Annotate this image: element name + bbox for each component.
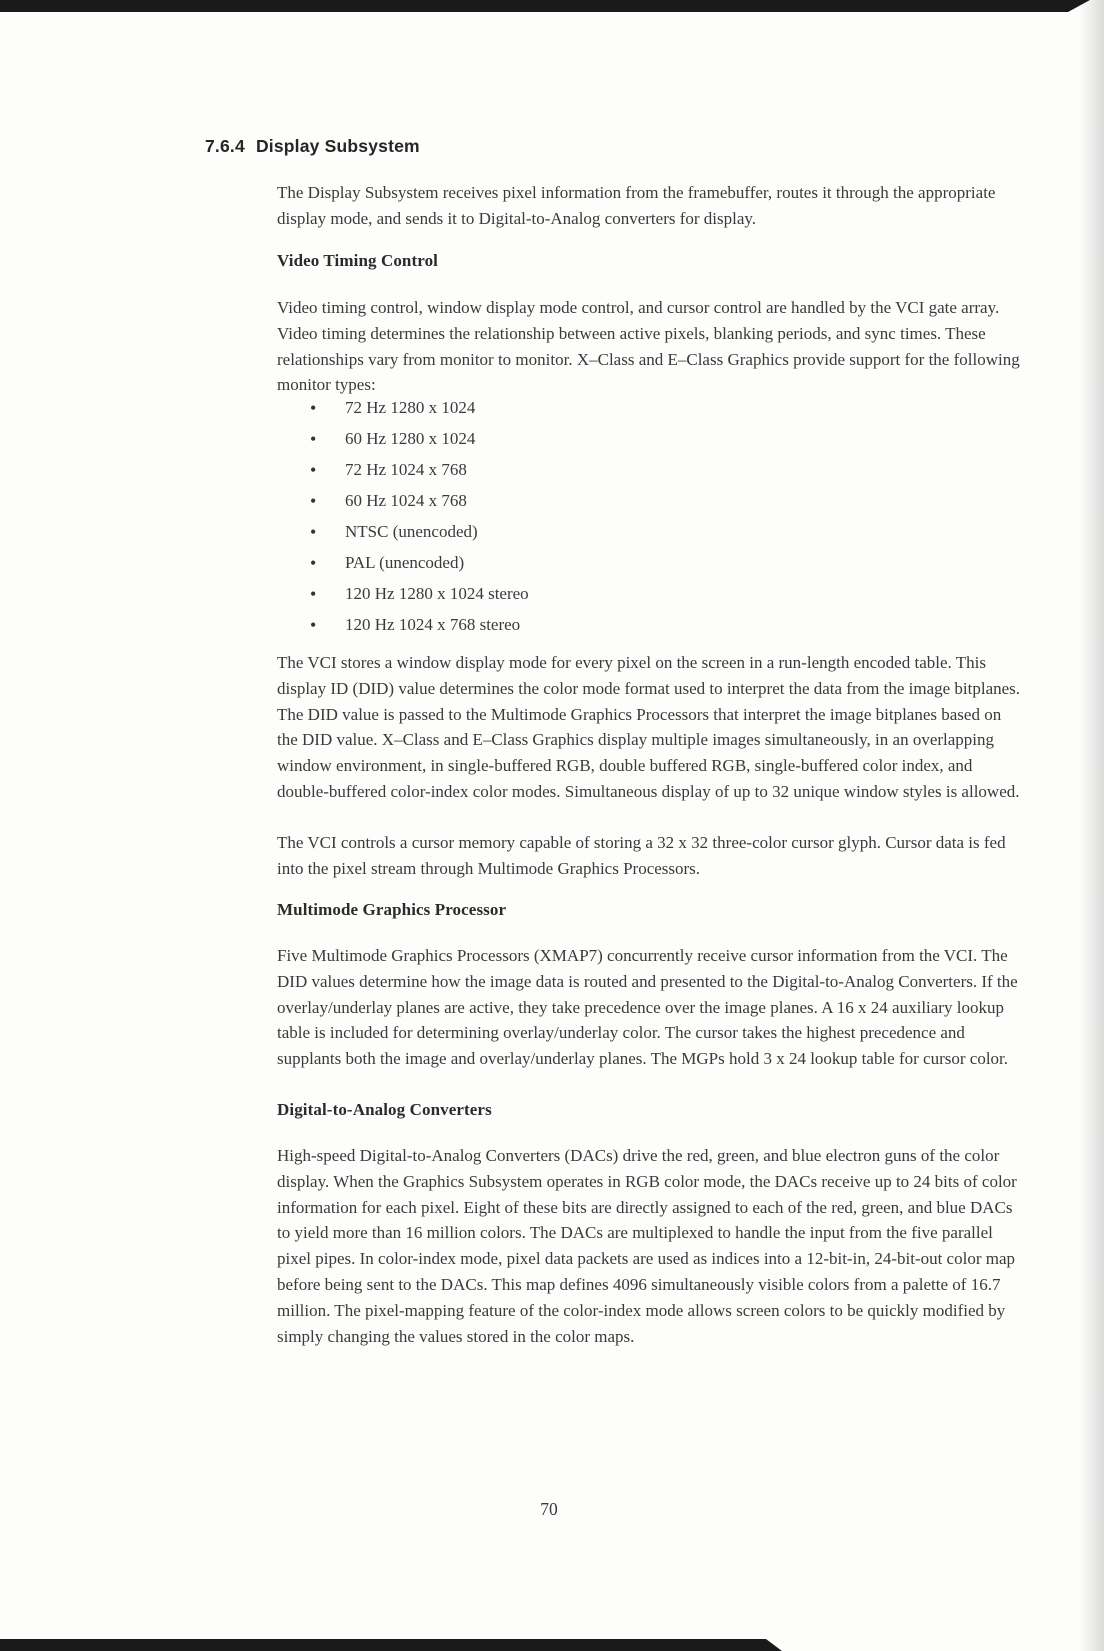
list-item xyxy=(277,613,1025,644)
monitor-type-label: NTSC (unencoded) xyxy=(345,522,478,541)
section-title: Display Subsystem xyxy=(255,136,420,156)
subheading-video-timing-control: Video Timing Control xyxy=(277,251,439,270)
mgp-paragraph: Five Multimode Graphics Processors (XMAP7) concurrently receive cursor information from the VCI. The DID values determine how the image data is routed and presented to the Digital-to-Analog Converters. If the overlay/underlay planes are active, they take precedence over the image planes. A 16 x 24 auxiliary lookup table is included for determining overlay/underlay color. The cursor takes the highest precedence and supplants both the image and overlay/underlay planes. The MGPs hold 3 x 24 lookup table for cursor color. xyxy=(277,946,1018,1069)
monitor-type-label: 120 Hz 1024 x 768 stereo xyxy=(345,615,521,634)
list-item xyxy=(277,427,1025,458)
bottom-edge-scan-artifact xyxy=(0,1639,782,1651)
list-item xyxy=(277,489,1025,520)
top-edge-scan-artifact xyxy=(0,0,1090,12)
monitor-type-label: 120 Hz 1280 x 1024 stereo xyxy=(345,584,529,603)
list-item xyxy=(277,582,1025,613)
video-timing-paragraph-1: Video timing control, window display mode control, and cursor control are handled by the VCI gate array. Video timing determines the relationship between active pixels, blanking periods, and sync times. These relationships vary from monitor to monitor. X–Class and E–Class Graphics provide support for the following monitor types: xyxy=(277,298,1020,395)
monitor-type-label: 72 Hz 1024 x 768 xyxy=(345,460,467,479)
intro-paragraph: The Display Subsystem receives pixel information from the framebuffer, routes it through the appropriate display mode, and sends it to Digital-to-Analog converters for display. xyxy=(277,183,996,228)
monitor-type-label: PAL (unencoded) xyxy=(345,553,465,572)
monitor-type-label: 60 Hz 1024 x 768 xyxy=(345,491,467,510)
section-heading xyxy=(205,136,420,157)
dac-paragraph: High-speed Digital-to-Analog Converters (DACs) drive the red, green, and blue electron guns of the color display. When the Graphics Subsystem operates in RGB color mode, the DACs receive up to 24 bits of color information for each pixel. Eight of these bits are directly assigned to each of the red, green, and blue DACs to yield more than 16 million colors. The DACs are multiplexed to handle the input from the five parallel pixel pipes. In color-index mode, pixel data packets are used as indices into a 12-bit-in, 24-bit-out color map before being sent to the DACs. This map defines 4096 simultaneously visible colors from a palette of 16.7 million. The pixel-mapping feature of the color-index mode allows screen colors to be quickly modified by simply changing the values stored in the color maps. xyxy=(277,1146,1017,1346)
subheading-digital-to-analog-converters: Digital-to-Analog Converters xyxy=(277,1100,492,1119)
list-item xyxy=(277,458,1025,489)
video-timing-paragraph-3: The VCI controls a cursor memory capable of storing a 32 x 32 three-color cursor glyph. Cursor data is fed into the pixel stream through Multimode Graphics Processors. xyxy=(277,833,1006,878)
video-timing-paragraph-2: The VCI stores a window display mode for every pixel on the screen in a run-length encoded table. This display ID (DID) value determines the color mode format used to interpret the data from the image bitplanes. The DID value is passed to the Multimode Graphics Processors that interpret the image bitplanes based on the DID value. X–Class and E–Class Graphics display multiple images simultaneously, in an overlapping window environment, in single-buffered RGB, double buffered RGB, single-buffered color index, and double-buffered color-index color modes. Simultaneous display of up to 32 unique window styles is allowed. xyxy=(277,653,1021,801)
page-number: 70 xyxy=(540,1499,558,1519)
section-number: 7.6.4 xyxy=(205,136,245,156)
list-item xyxy=(277,551,1025,582)
subheading-multimode-graphics-processor: Multimode Graphics Processor xyxy=(277,900,507,919)
monitor-types-list xyxy=(277,396,1025,644)
monitor-type-label: 60 Hz 1280 x 1024 xyxy=(345,429,476,448)
right-edge-scan-shadow xyxy=(1078,0,1104,1651)
list-item xyxy=(277,520,1025,551)
monitor-type-label: 72 Hz 1280 x 1024 xyxy=(345,398,476,417)
list-item xyxy=(277,396,1025,427)
